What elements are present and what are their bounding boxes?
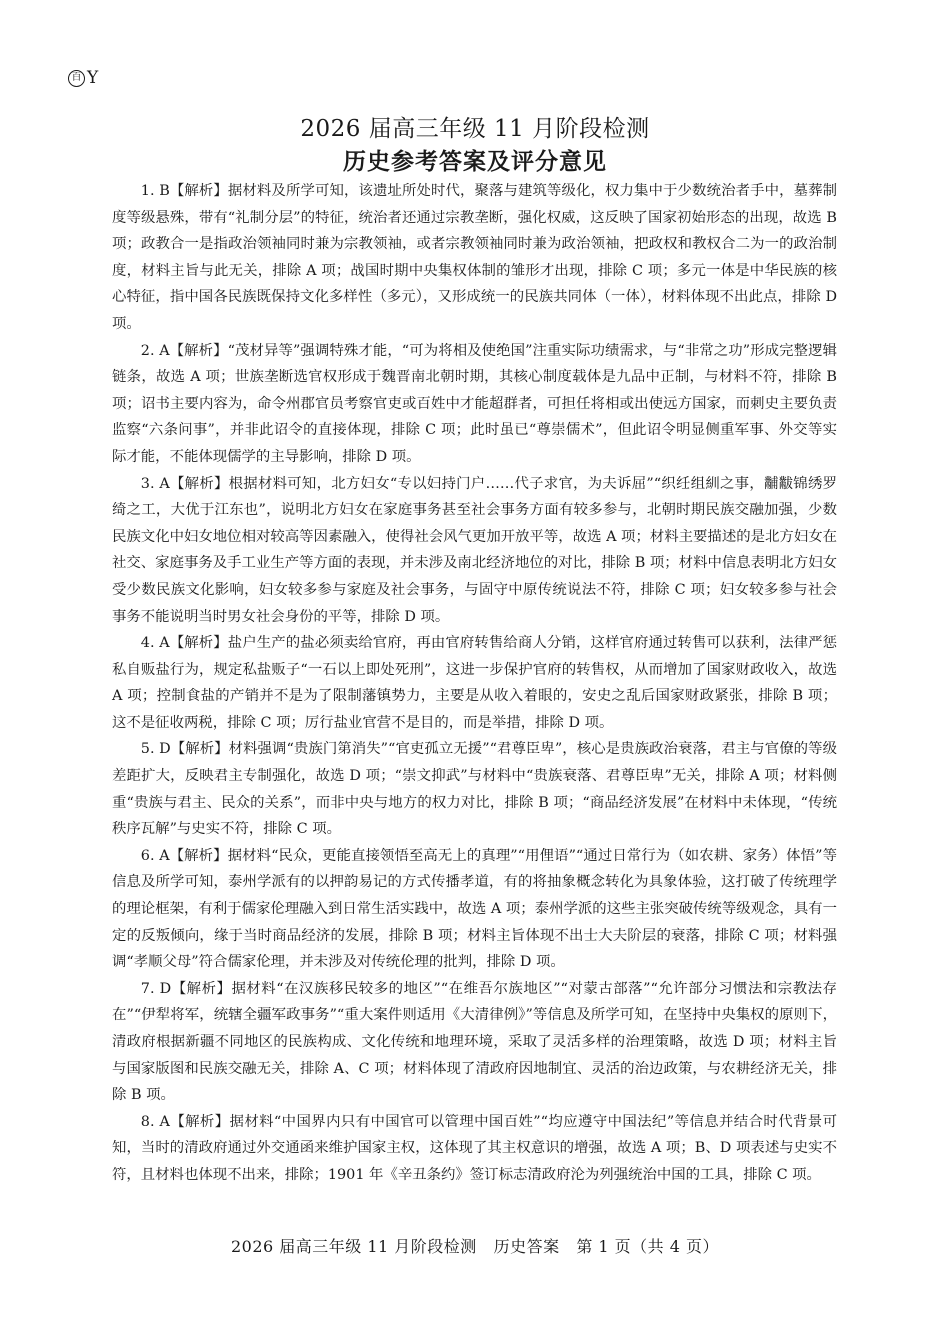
answer-item: 1. B【解析】据材料及所学可知，该遗址所处时代，聚落与建筑等级化，权力集中于少数统治者手中，墓葬制度等级悬殊，带有“礼制分层”的特征，统治者还通过宗教垄断，强化权威，这反映了国家初始形态的出现，故选 B 项；政教合一是指政治领袖同时兼为宗教领袖，或者宗教领袖同时兼为政治领袖，把政权和教权合二为一的政治制度，材料主旨与此无关，排除 A 项；战国时期中央集权体制的雏形才出现，排除 C 项；多元一体是中华民族的核心特征，指中国各民族既保持文化多样性（多元），又形成统一的民族共同体（一体），材料体现不出此点，排除 D 项。 xyxy=(112,183,837,332)
page-subtitle: 历史参考答案及评分意见 xyxy=(343,149,607,175)
corner-mark xyxy=(68,68,98,88)
answer-item: 6. A【解析】据材料“民众，更能直接领悟至高无上的真理”“用俚语”“通过日常行为（如农耕、家务）体悟”等信息及所学可知，泰州学派有的以押韵易记的方式传播孝道，有的将抽象概念转化为具象体验，这打破了传统理学的理论框架，有利于儒家伦理融入到日常生活实践中，故选 A 项；泰州学派的这些主张突破传统等级观念，具有一定的反叛倾向，缘于当时商品经济的发展，排除 B 项；材料主旨体现不出士大夫阶层的衰落，排除 C 项；材料强调“孝顺父母”符合儒家伦理，并未涉及对传统伦理的批判，排除 D 项。 xyxy=(112,847,837,971)
corner-letter: Y xyxy=(87,68,99,88)
answer-item: 2. A【解析】“茂材异等”强调特殊才能，“可为将相及使绝国”注重实际功绩需求，与“非常之功”形成完整逻辑链条，故选 A 项；世族垄断选官权形成于魏晋南北朝时期，其核心制度载体是九品中正制，与材料不符，排除 B 项；诏书主要内容为，命令州郡官员考察官吏或百姓中才能超群者，可担任将相或出使远方国家，而刺史主要负责监察“六条问事”，并非此诏令的直接体现，排除 C 项；此时虽已“尊崇儒术”，但此诏令明显侧重军事、外交等实际才能，不能体现儒学的主导影响，排除 D 项。 xyxy=(112,342,837,465)
page-footer: 2026 届高三年级 11 月阶段检测 历史答案 第 1 页（共 4 页） xyxy=(230,1237,720,1256)
answer-item: 5. D【解析】材料强调“贵族门第消失”“官吏孤立无援”“君尊臣卑”，核心是贵族政治衰落，君主与官僚的等级差距扩大，反映君主专制强化，故选 D 项；“崇文抑武”与材料中“贵族衰落、君尊臣卑”无关，排除 A 项；材料侧重“贵族与君主、民众的关系”，而非中央与地方的权力对比，排除 B 项；“商品经济发展”在材料中未体现，“传统秩序瓦解”与史实不符，排除 C 项。 xyxy=(112,741,837,838)
answer-item: 3. A【解析】根据材料可知，北方妇女“专以妇持门户……代子求官，为夫诉屈”“织纴组紃之事，黼黻锦绣罗绮之工，大优于江东也”，说明北方妇女在家庭事务甚至社会事务方面有较多参与，北朝时期民族交融加强，少数民族文化中妇女地位相对较高等因素融入，使得社会风气更加开放平等，故选 A 项；材料主要描述的是北方妇女在社交、家庭事务及手工业生产等方面的表现，并未涉及南北经济地位的对比，排除 B 项；材料中信息表明北方妇女受少数民族文化影响，妇女较多参与家庭及社会事务，与固守中原传统说法不符，排除 C 项；妇女较多参与社会事务不能说明当时男女社会身份的平等，排除 D 项。 xyxy=(112,475,837,625)
answer-item: 7. D【解析】据材料“在汉族移民较多的地区”“在维吾尔族地区”“对蒙古部落”“允许部分习惯法和宗教法存在”“伊犁将军，统辖全疆军政事务”“重大案件则适用《大清律例》”等信息及所学可知，在坚持中央集权的原则下，清政府根据新疆不同地区的民族构成、文化传统和地理环境，采取了灵活多样的治理策略，故选 D 项；材料主旨与国家版图和民族交融无关，排除 A、C 项；材料体现了清政府因地制宜、灵活的治边政策，与农耕经济无关，排除 B 项。 xyxy=(112,980,837,1104)
page-title: 2026 届高三年级 11 月阶段检测 xyxy=(300,116,650,142)
answer-item: 8. A【解析】据材料“中国界内只有中国官可以管理中国百姓”“均应遵守中国法纪”等信息并结合时代背景可知，当时的清政府通过外交通函来维护国家主权，这体现了其主权意识的增强，故选 A 项；B、D 项表述与史实不符，且材料也体现不出来，排除；1901 年《辛丑条约》签订标志清政府沦为列强统治中国的工具，排除 C 项。 xyxy=(112,1113,837,1183)
circled-glyph-icon: 百 xyxy=(68,70,85,87)
answer-item: 4. A【解析】盐户生产的盐必须卖给官府，再由官府转售给商人分销，这样官府通过转售可以获利，法律严惩私自贩盐行为，规定私盐贩子“一石以上即处死刑”，这进一步保护官府的转售权，从而增加了国家财政收入，故选 A 项；控制食盐的产销并不是为了限制藩镇势力，主要是从收入着眼的，安史之乱后国家财政紧张，排除 B 项；这不是征收两税，排除 C 项；厉行盐业官营不是目的，而是举措，排除 D 项。 xyxy=(112,635,837,731)
answer-list xyxy=(112,178,837,1189)
